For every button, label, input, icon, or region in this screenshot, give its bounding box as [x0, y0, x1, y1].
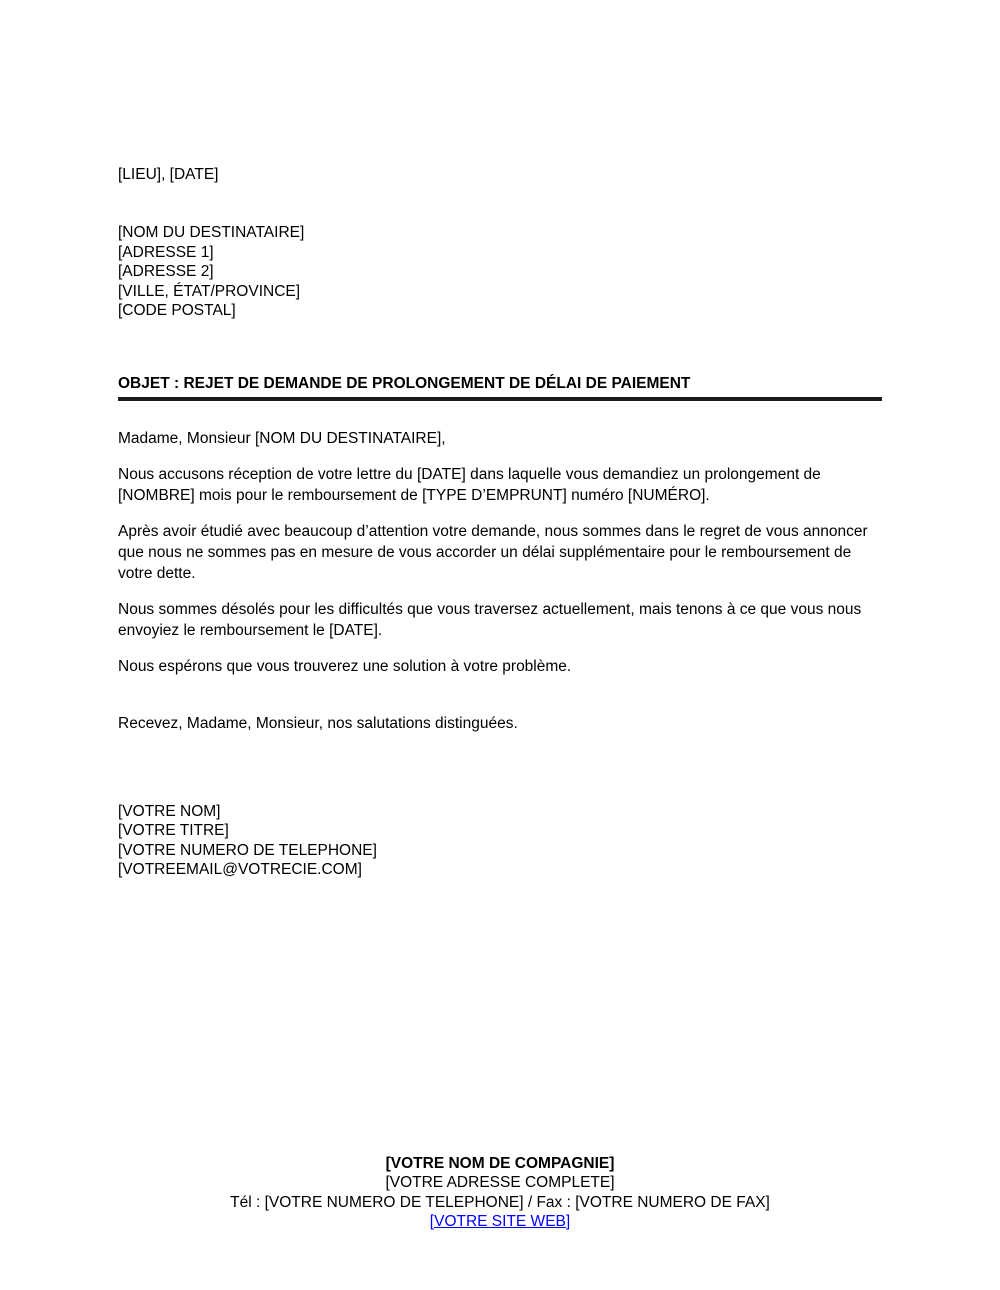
- signature-email-line: [VOTREEMAIL@VOTRECIE.COM]: [118, 861, 362, 878]
- recipient-city-line: [VILLE, ÉTAT/PROVINCE]: [118, 282, 301, 300]
- footer-tel-fax-line: Tél : [VOTRE NUMERO DE TELEPHONE] / Fax : [VOTRE NUMERO DE FAX]: [230, 1193, 770, 1211]
- subject-line: OBJET : REJET DE DEMANDE DE PROLONGEMENT DE DÉLAI DE PAIEMENT: [118, 374, 882, 401]
- body-paragraph-4: Nous espérons que vous trouverez une solution à votre problème.: [118, 657, 572, 675]
- signature-block: [118, 802, 882, 880]
- letter-footer: [0, 1154, 1000, 1231]
- recipient-name-line: [NOM DU DESTINATAIRE]: [118, 224, 305, 241]
- recipient-postal-line: [CODE POSTAL]: [118, 302, 236, 319]
- letter-content: [118, 0, 882, 880]
- footer-address-line: [VOTRE ADRESSE COMPLETE]: [385, 1174, 615, 1192]
- body-paragraph-1: Nous accusons réception de votre lettre du [DATE] dans laquelle vous demandiez un prolongement de [NOMBRE] mois pour le remboursement de [TYPE D’EMPRUNT] numéro [NUMÉRO].: [118, 465, 821, 504]
- recipient-address2-line: [ADRESSE 2]: [118, 263, 214, 280]
- body-paragraph-3: Nous sommes désolés pour les difficultés que vous traversez actuellement, mais tenons à ce que vous nous envoyiez le remboursement le [DATE].: [118, 600, 862, 639]
- signature-phone-line: [VOTRE NUMERO DE TELEPHONE]: [118, 841, 377, 859]
- signature-name-line: [VOTRE NOM]: [118, 802, 221, 820]
- footer-company-name: [VOTRE NOM DE COMPAGNIE]: [385, 1155, 615, 1172]
- recipient-block: [118, 223, 882, 321]
- footer-website-row: [0, 1212, 1000, 1231]
- closing-line: Recevez, Madame, Monsieur, nos salutations distinguées.: [118, 714, 518, 732]
- body-paragraph-2: Après avoir étudié avec beaucoup d’attention votre demande, nous sommes dans le regret de vous annoncer que nous ne sommes pas en mesure de vous accorder un délai supplémentaire pour le remboursement de votre dette.: [118, 522, 868, 582]
- footer-website-link[interactable]: [VOTRE SITE WEB]: [429, 1212, 571, 1230]
- recipient-address1-line: [ADRESSE 1]: [118, 243, 214, 261]
- place-date-line: [LIEU], [DATE]: [118, 166, 219, 183]
- signature-title-line: [VOTRE TITRE]: [118, 822, 229, 839]
- salutation-line: Madame, Monsieur [NOM DU DESTINATAIRE],: [118, 429, 446, 447]
